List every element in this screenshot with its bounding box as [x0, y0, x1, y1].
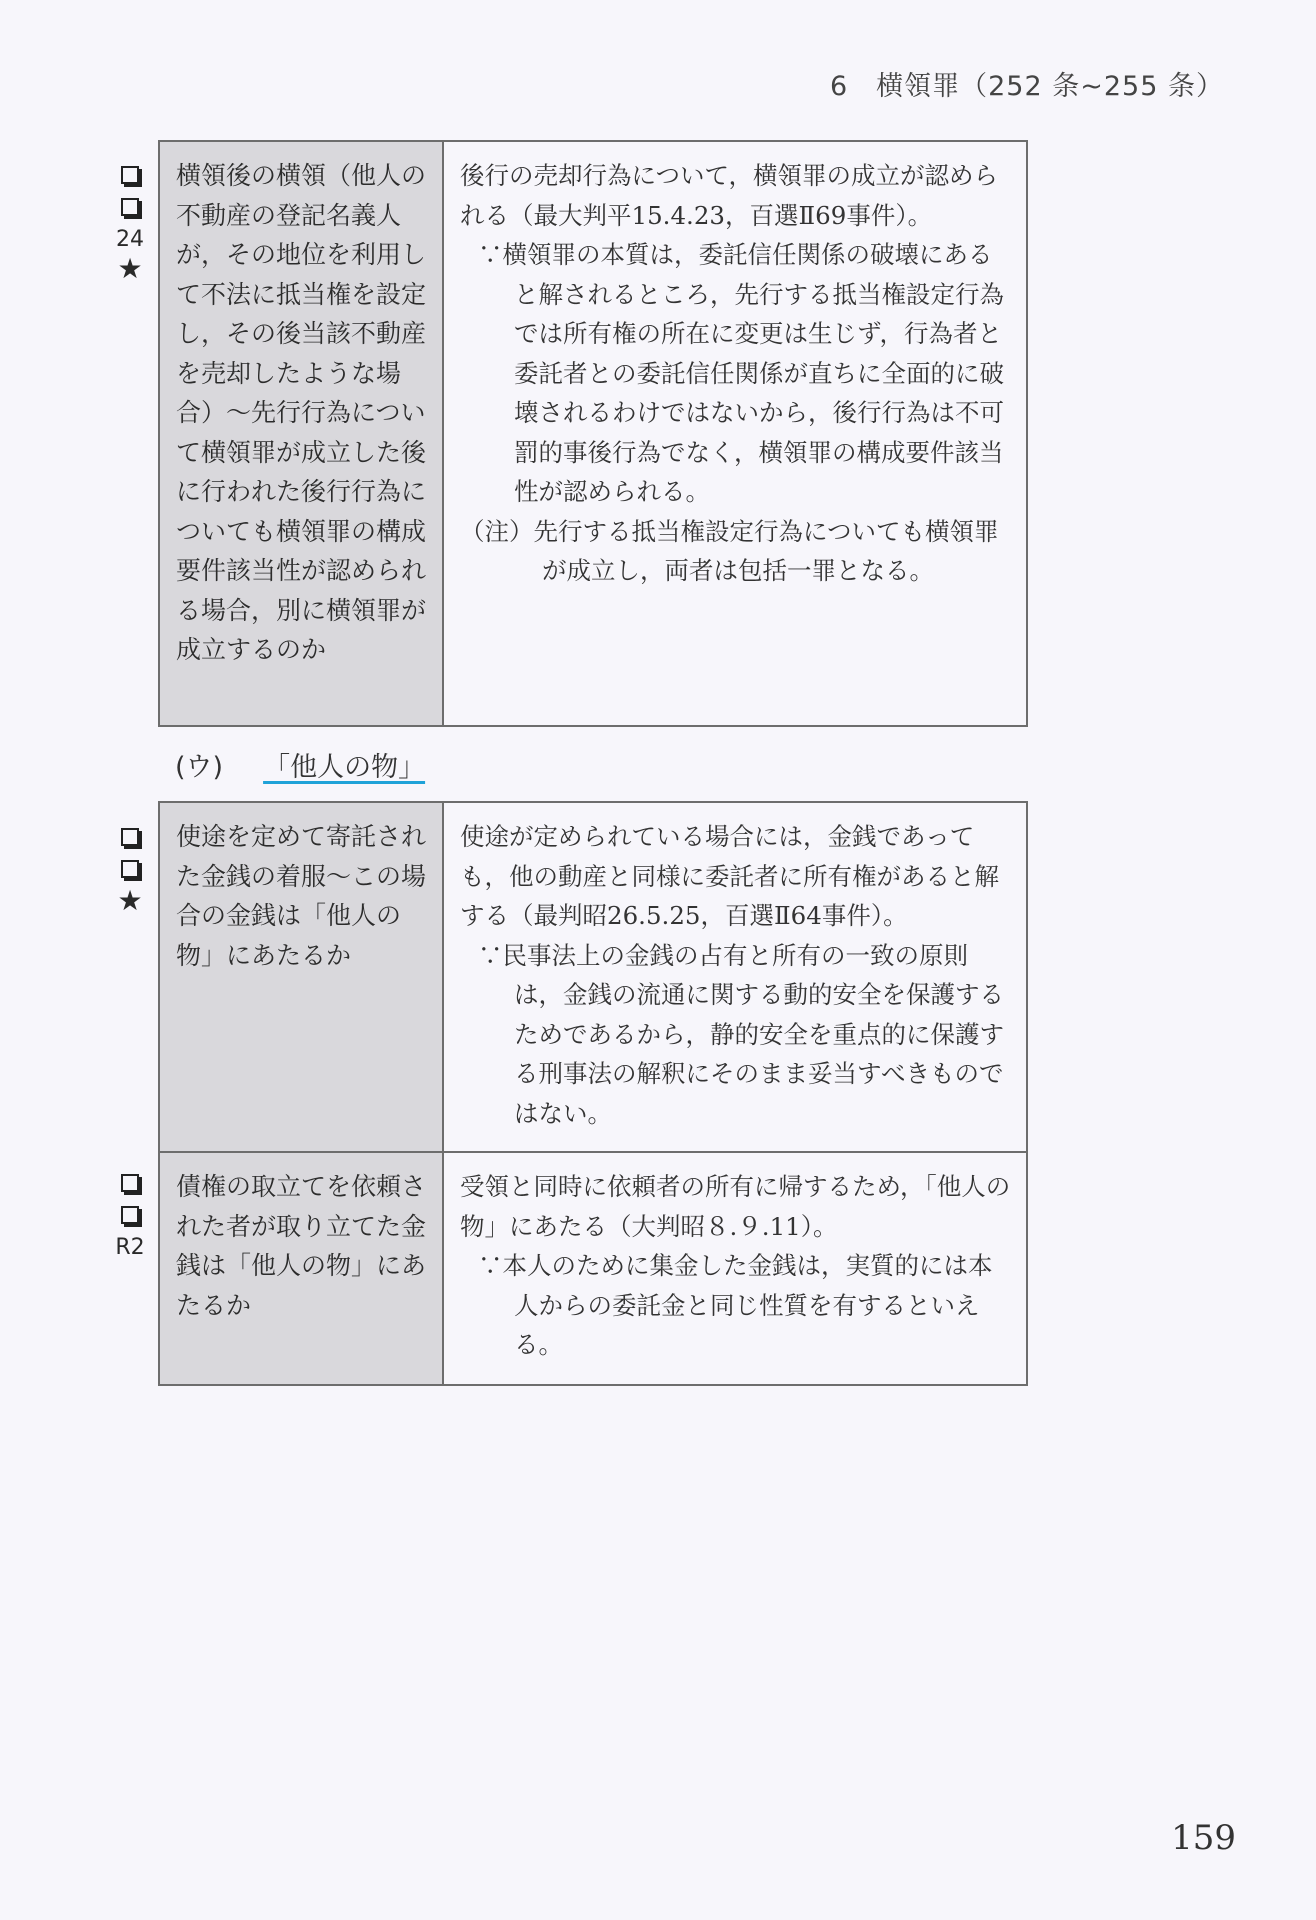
checkbox[interactable] [121, 1206, 139, 1224]
answer-main: 使途が定められている場合には，金銭であっても，他の動産と同様に委託者に所有権があると解する（最判昭26.5.25，百選Ⅱ64事件）。 [460, 822, 999, 930]
answer-main: 受領と同時に依頼者の所有に帰するため，「他人の物」にあたる（大判昭８.９.11）。 [460, 1172, 1011, 1241]
table-row [159, 1152, 1027, 1385]
section-title: 「他人の物」 [263, 752, 426, 783]
table-row [159, 802, 1027, 1152]
exam-year-mark: 24 [116, 227, 144, 252]
answer-cell [443, 1152, 1027, 1385]
margin-marks-1 [112, 160, 148, 284]
star-icon: ★ [117, 252, 143, 285]
checkbox[interactable] [121, 166, 139, 184]
checkbox[interactable] [121, 1174, 139, 1192]
answer-cell [443, 802, 1027, 1152]
qa-table-1 [158, 140, 1028, 727]
checkbox[interactable] [121, 198, 139, 216]
question-cell [159, 802, 443, 1152]
section-heading [175, 745, 425, 784]
star-icon: ★ [117, 884, 143, 917]
answer-cell [443, 141, 1027, 726]
running-head: 6 横領罪（252 条~255 条） [829, 71, 1224, 102]
exam-year-mark: R2 [115, 1235, 145, 1260]
question-cell [159, 141, 443, 726]
section-label: (ウ) [175, 752, 224, 783]
answer-main: 後行の売却行為について，横領罪の成立が認められる（最大判平15.4.23，百選Ⅱ69事件）。 [460, 161, 999, 230]
question-text: 使途を定めて寄託された金銭の着服～この場合の金銭は「他人の物」にあたるか [176, 822, 427, 970]
checkbox[interactable] [121, 828, 139, 846]
qa-table-2 [158, 801, 1028, 1386]
question-text: 横領後の横領（他人の不動産の登記名義人が，その地位を利用して不法に抵当権を設定し，その後当該不動産を売却したような場合）～先行行為について横領罪が成立した後に行われた後行行為についても横領罪の構成要件該当性が認められる場合，別に横領罪が成立するのか [176, 161, 427, 664]
margin-marks-2 [112, 822, 148, 916]
answer-reason: ∵本人のために集金した金銭は，実質的には本人からの委託金と同じ性質を有するといえる。 [478, 1251, 993, 1359]
page-number: 159 [1171, 1818, 1236, 1858]
answer-reason: ∵横領罪の本質は，委託信任関係の破壊にあると解されるところ，先行する抵当権設定行為では所有権の所在に変更は生じず，行為者と委託者との委託信任関係が直ちに全面的に破壊されるわけではないから，後行行為は不可罰的事後行為でなく，横領罪の構成要件該当性が認められる。 [478, 240, 1004, 506]
question-cell [159, 1152, 443, 1385]
table-row [159, 141, 1027, 726]
answer-reason: ∵民事法上の金銭の占有と所有の一致の原則は，金銭の流通に関する動的安全を保護するためであるから，静的安全を重点的に保護する刑事法の解釈にそのまま妥当すべきものではない。 [478, 940, 1004, 1128]
checkbox[interactable] [121, 860, 139, 878]
answer-note: （注）先行する抵当権設定行為についても横領罪が成立し，両者は包括一罪となる。 [460, 516, 999, 585]
question-text: 債権の取立てを依頼された者が取り立てた金銭は「他人の物」にあたるか [176, 1172, 427, 1320]
margin-marks-3 [112, 1168, 148, 1262]
